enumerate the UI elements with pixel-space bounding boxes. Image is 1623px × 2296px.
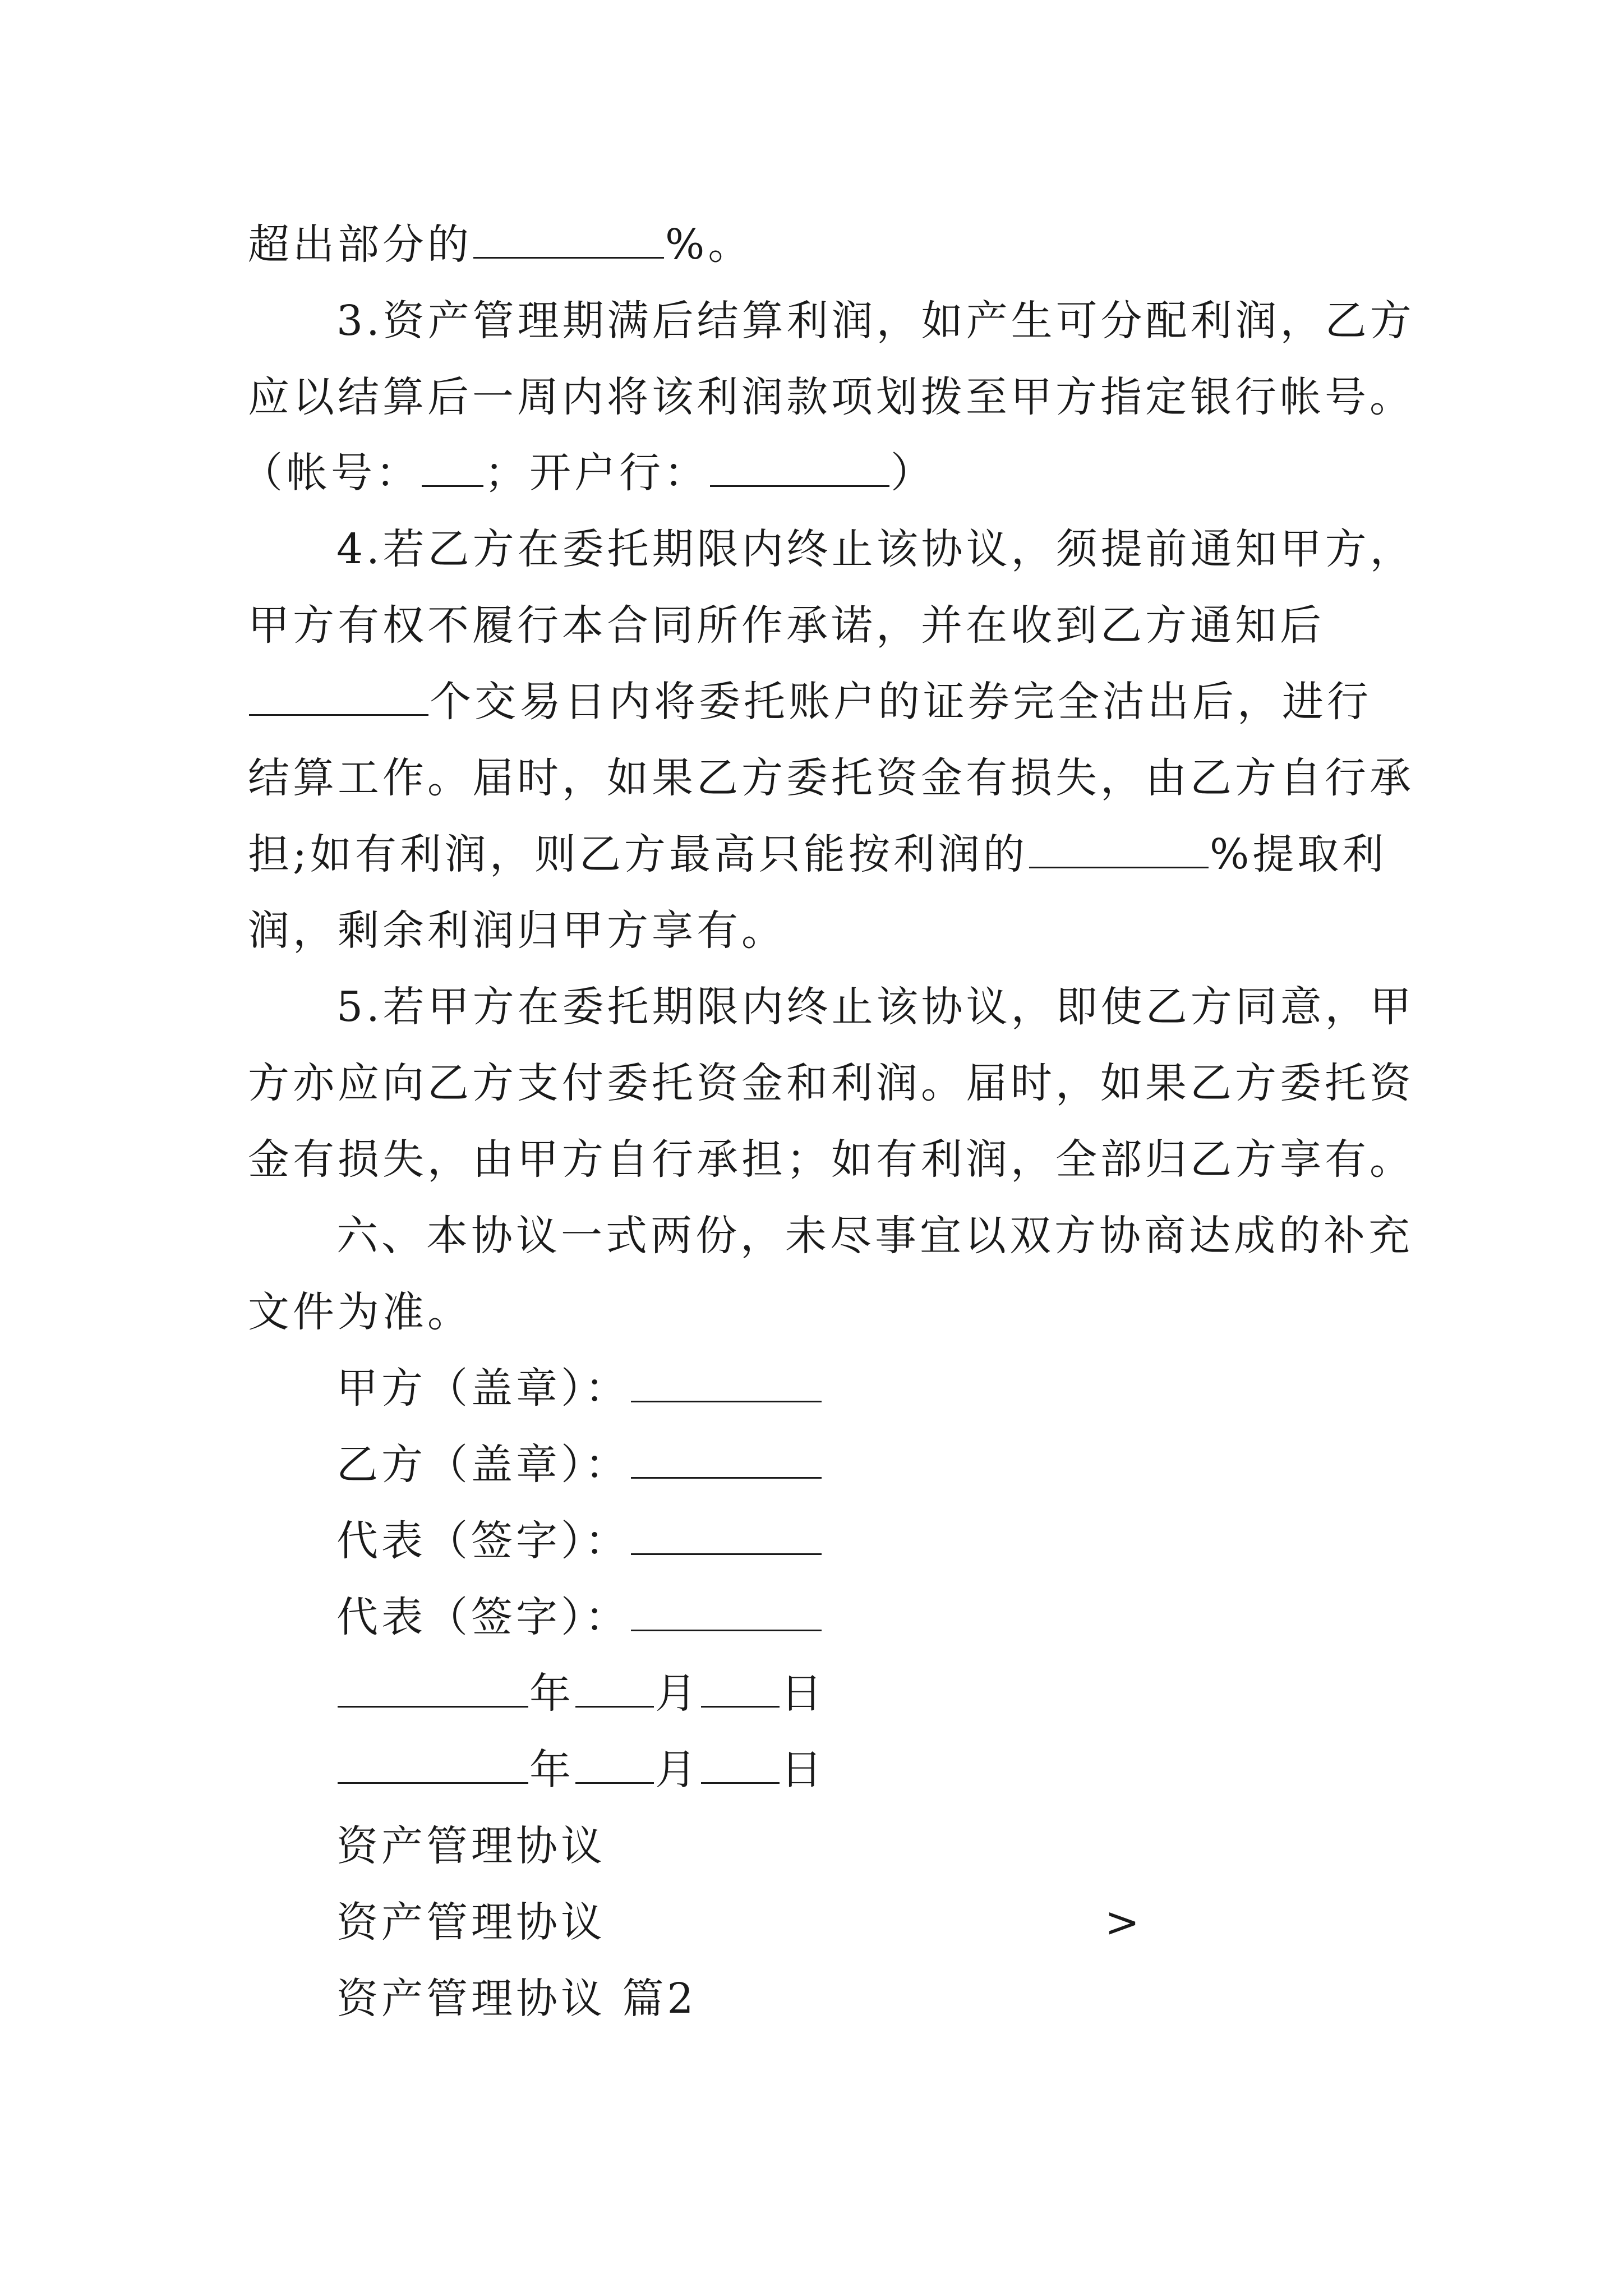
text-line: [241, 445, 1380, 501]
signature-label: 代表（签字）：: [336, 1593, 630, 1641]
year-label: 年: [529, 1669, 574, 1718]
year-label: 年: [529, 1746, 574, 1794]
chevron-right-icon[interactable]: >: [1105, 1898, 1144, 1947]
text-span: 六、本协议一式两份，未尽事宜以双方协商达成的补充: [336, 1212, 1413, 1260]
party-b-signature-line: [336, 1437, 1475, 1493]
text-line: [248, 597, 1386, 654]
representative-signature-line: [336, 1589, 1475, 1645]
day-label: 日: [781, 1669, 826, 1718]
party-a-signature-line: [336, 1360, 1475, 1416]
text-span: 应以结算后一周内将该利润款项划拨至甲方指定银行帐号。: [248, 373, 1414, 421]
text-span: %。: [665, 220, 753, 269]
text-line: [248, 217, 1386, 273]
year-blank: [338, 1667, 528, 1708]
related-link-label[interactable]: 资产管理协议: [336, 1898, 606, 1947]
blank-field: [473, 218, 664, 259]
related-link-label[interactable]: 资产管理协议: [336, 1822, 606, 1870]
date-line: [336, 1742, 1475, 1798]
text-line: [336, 521, 1415, 577]
related-link[interactable]: [336, 1894, 1475, 1950]
text-line: [248, 750, 1414, 806]
account-number-blank: [422, 446, 483, 487]
related-link[interactable]: [336, 1818, 1475, 1874]
text-line: [248, 903, 1386, 959]
signature-label: 乙方（盖章）：: [336, 1441, 630, 1489]
text-span: 金有损失，由甲方自行承担；如有利润，全部归乙方享有。: [248, 1135, 1414, 1184]
text-span: （帐号：: [241, 449, 421, 497]
signature-label: 甲方（盖章）：: [336, 1364, 630, 1412]
text-span: 个交易日内将委托账户的证券完全沽出后，进行: [430, 678, 1372, 726]
text-line: [336, 1208, 1413, 1264]
text-span: 结算工作。届时，如果乙方委托资金有损失，由乙方自行承: [248, 754, 1414, 802]
signature-blank: [631, 1438, 822, 1479]
text-span: 甲方有权不履行本合同所作承诺，并在收到乙方通知后: [248, 601, 1325, 650]
text-span: 润，剩余利润归甲方享有。: [248, 907, 786, 955]
text-line: [248, 674, 1386, 730]
text-span: 文件为准。: [248, 1288, 472, 1336]
text-line: [248, 1284, 1386, 1340]
text-span: ）: [891, 449, 935, 497]
month-blank: [575, 1667, 654, 1708]
text-span: %提取利: [1209, 830, 1387, 878]
signature-label: 代表（签字）：: [336, 1517, 630, 1565]
text-span: 超出部分的: [248, 220, 472, 269]
day-label: 日: [781, 1746, 826, 1794]
text-span: 方亦应向乙方支付委托资金和利润。届时，如果乙方委托资: [248, 1059, 1414, 1107]
text-span: 5.若甲方在委托期限内终止该协议，即使乙方同意，甲: [336, 983, 1415, 1031]
trading-days-blank: [249, 675, 428, 716]
text-span: 3.资产管理期满后结算利润，如产生可分配利润，乙方: [336, 297, 1415, 345]
profit-percent-blank: [1029, 827, 1209, 868]
related-link[interactable]: [336, 1971, 1475, 2027]
text-line: [336, 293, 1415, 349]
text-line: [248, 1131, 1414, 1188]
month-label: 月: [655, 1669, 700, 1718]
date-line: [336, 1665, 1475, 1722]
related-link-label[interactable]: 资产管理协议 篇2: [336, 1975, 697, 2023]
day-blank: [701, 1667, 780, 1708]
text-span: 4.若乙方在委托期限内终止该协议，须提前通知甲方，: [336, 525, 1415, 573]
day-blank: [701, 1743, 780, 1784]
text-span: ；开户行：: [485, 449, 709, 497]
year-blank: [338, 1743, 528, 1784]
signature-blank: [631, 1361, 822, 1402]
representative-signature-line: [336, 1513, 1475, 1569]
text-line: [336, 979, 1415, 1035]
text-line: [248, 1055, 1414, 1111]
text-span: 担;如有利润，则乙方最高只能按利润的: [248, 830, 1028, 878]
text-line: [248, 369, 1414, 425]
text-line: [248, 826, 1386, 882]
month-label: 月: [655, 1746, 700, 1794]
signature-blank: [631, 1514, 822, 1555]
bank-name-blank: [710, 446, 889, 487]
month-blank: [575, 1743, 654, 1784]
signature-blank: [631, 1590, 822, 1631]
